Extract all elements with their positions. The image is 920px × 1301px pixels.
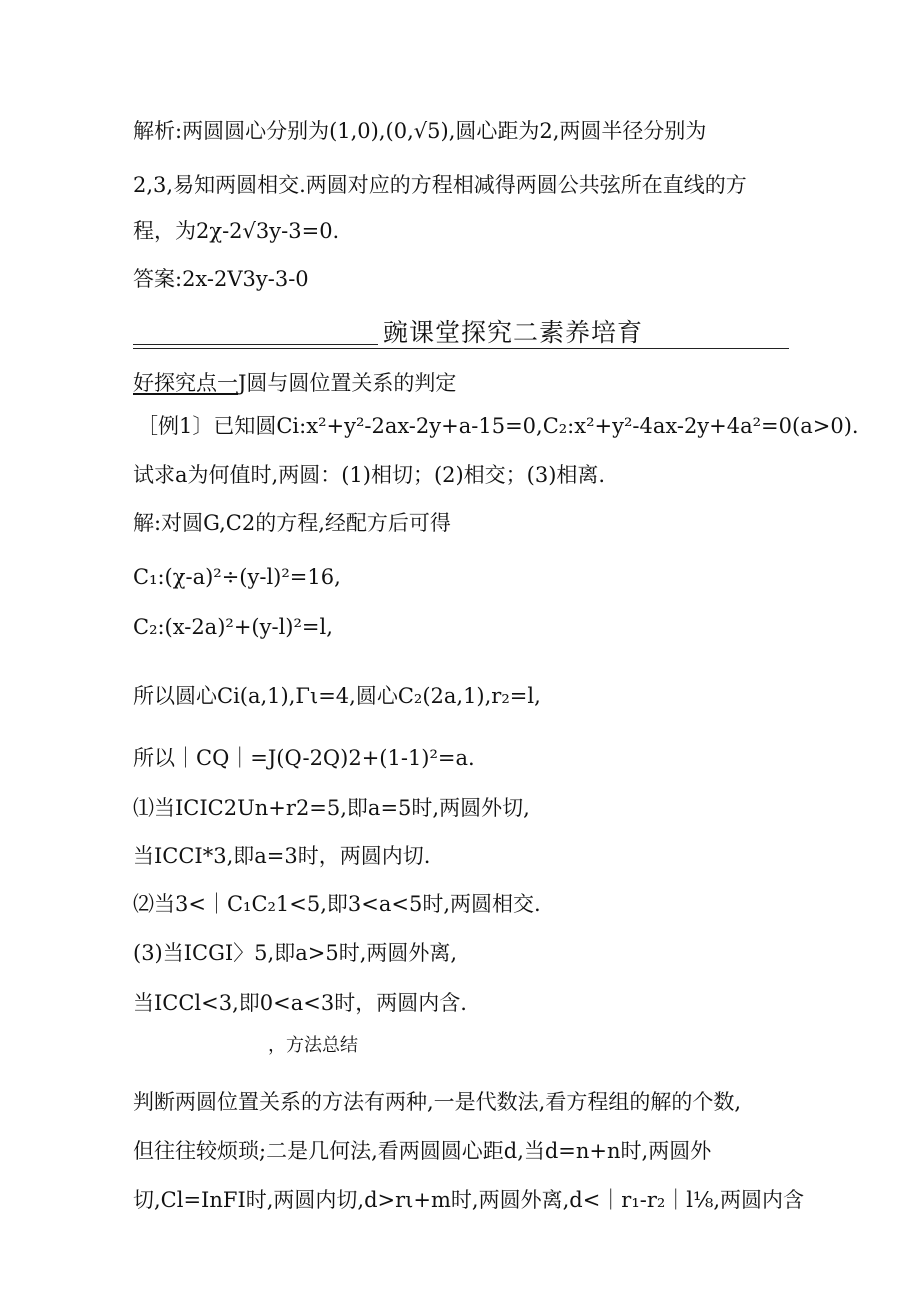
method-line-2: 但往往较烦琐;二是几何法,看两圆圆心距d,当d=n+n时,两圆外 — [133, 1139, 712, 1163]
case-3-contained: 当ICCl<3,即0<a<3时，两圆内含. — [133, 991, 467, 1015]
centers-line: 所以圆心Ci(a,1),Γι=4,圆心C₂(2a,1),r₂=l, — [133, 684, 541, 708]
method-line-3: 切,Cl=InFI时,两圆内切,d>rι+m时,两圆外离,d<｜r₁-r₂｜l⅛,两圆内含 — [133, 1188, 805, 1212]
analysis-line-3: 程，为2χ-2√3y-3=0. — [133, 219, 340, 243]
example-line-2: 试求a为何值时,两圆：(1)相切；(2)相交；(3)相离. — [133, 463, 606, 487]
answer-line: 答案:2x-2V3y-3-0 — [133, 267, 309, 291]
analysis-line-2: 2,3,易知两圆相交.两圆对应的方程相减得两圆公共弦所在直线的方 — [133, 173, 747, 197]
analysis-line-1: 解析:两圆圆心分别为(1,0),(0,√5),圆心距为2,两圆半径分别为 — [133, 119, 707, 143]
case-2-intersect: ⑵当3<｜C₁C₂1<5,即3<a<5时,两圆相交. — [133, 892, 541, 916]
section-title: 豌课堂探究二素养培育 — [383, 318, 644, 347]
method-line-1: 判断两圆位置关系的方法有两种,一是代数法,看方程组的解的个数, — [133, 1090, 742, 1114]
case-1-external-tangent: ⑴当ICIC2Un+r2=5,即a=5时,两圆外切, — [133, 796, 530, 820]
explore-label: 好探究点一 — [133, 371, 238, 395]
solution-intro: 解:对圆G,C2的方程,经配方后可得 — [133, 511, 451, 535]
equation-c2: C₂:(x-2a)²+(y-l)²=l, — [133, 615, 333, 639]
case-3-separate: (3)当ICGI〉5,即a>5时,两圆外离, — [133, 941, 458, 965]
explore-topic: J圆与圆位置关系的判定 — [238, 371, 457, 395]
section-header — [133, 318, 789, 349]
explore-heading — [133, 370, 456, 396]
equation-c1: C₁:(χ-a)²÷(y-l)²=16, — [133, 565, 341, 589]
case-1-internal-tangent: 当ICCI*3,即a=3时，两圆内切. — [133, 844, 431, 868]
example-line-1: ［例1〕已知圆Ci:x²+y²-2ax-2y+a-15=0,C₂:x²+y²-4ax-2y+4a²=0(a>0). — [137, 414, 859, 438]
method-heading: ，方法总结 — [268, 1035, 358, 1056]
distance-line: 所以｜CQ｜=J(Q-2Q)2+(1-1)²=a. — [133, 746, 475, 770]
fill-blank-line — [133, 344, 378, 345]
